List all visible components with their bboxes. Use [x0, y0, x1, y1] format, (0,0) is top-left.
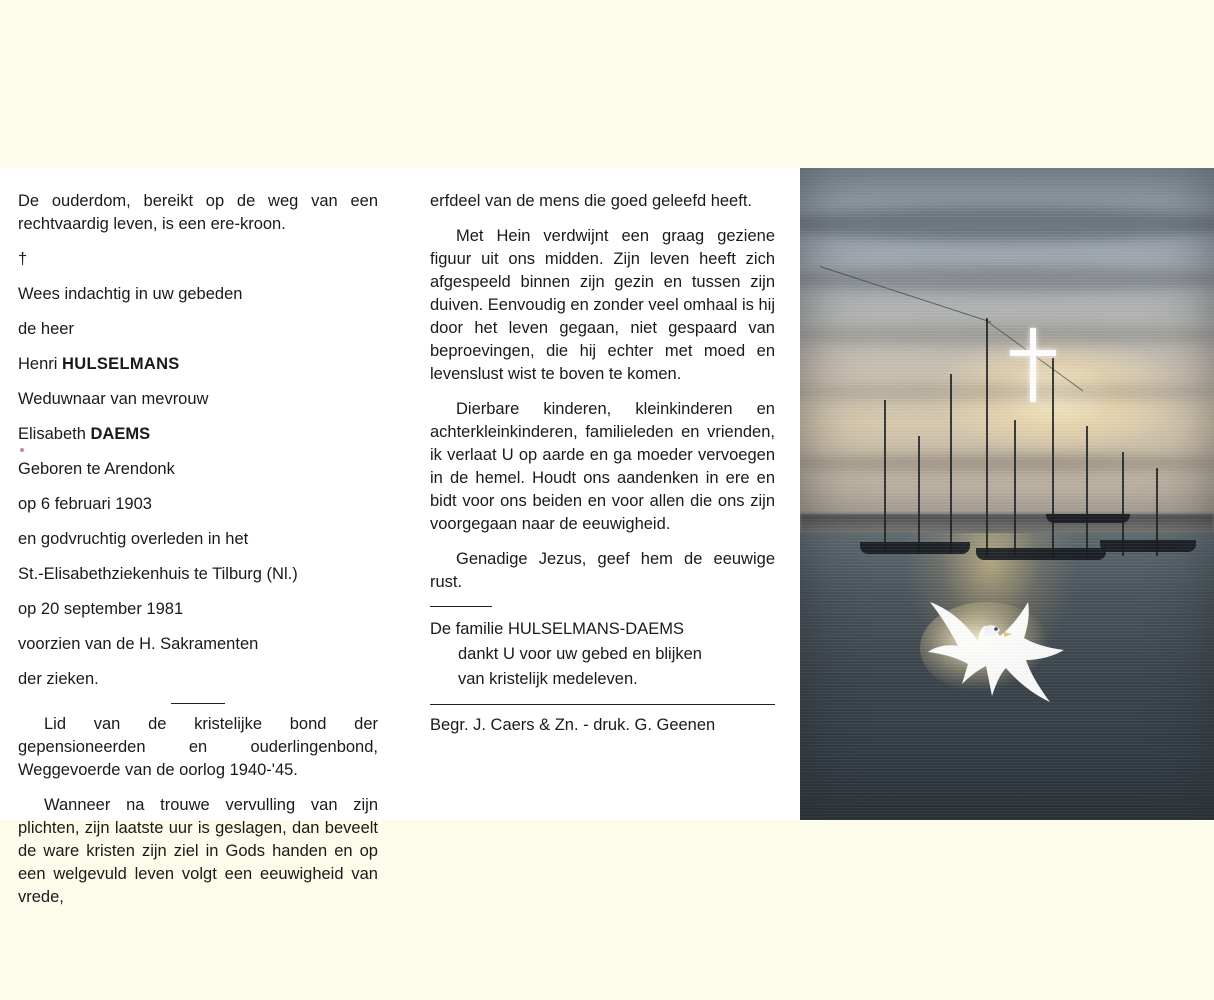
death-line-1: en godvruchtig overleden in het: [18, 530, 249, 548]
cross-icon: [1002, 328, 1066, 402]
death-line-3: op 20 september 1981: [18, 600, 184, 618]
deceased-name: [18, 353, 378, 376]
deceased-given-name: Henri: [18, 355, 58, 373]
divider-rule-left: [171, 703, 225, 704]
spouse-given-name: Elisabeth: [18, 425, 86, 443]
birth-line-2: op 6 februari 1903: [18, 495, 152, 513]
divider-rule-middle: [430, 606, 492, 607]
sailboat-mast: [986, 318, 988, 556]
sailboat-mast: [884, 400, 886, 552]
invocation-line: Wees indachtig in uw gebeden: [18, 285, 243, 303]
sacraments-line-1: voorzien van de H. Sakramenten: [18, 635, 259, 653]
death-line-2: St.-Elisabethziekenhuis te Tilburg (Nl.): [18, 565, 298, 583]
family-line-2: dankt U voor uw gebed en blijken: [458, 645, 702, 663]
spouse-surname: DAEMS: [90, 425, 151, 443]
memorial-card: [0, 168, 1214, 906]
sailboat-mast: [1014, 420, 1016, 556]
boat-hull: [860, 542, 970, 554]
spouse-relation-line: Weduwnaar van mevrouw: [18, 390, 209, 408]
sacraments-line-2: der zieken.: [18, 670, 99, 688]
cross-symbol: †: [18, 250, 28, 268]
spouse-name: [18, 423, 378, 446]
family-line-1: De familie HULSELMANS-DAEMS: [430, 620, 684, 638]
cloud-band: [800, 455, 1214, 471]
boat-hull: [1100, 540, 1196, 552]
middle-column: [430, 168, 775, 749]
family-line-3: van kristelijk medeleven.: [458, 670, 638, 688]
deceased-surname: HULSELMANS: [62, 355, 180, 373]
paragraph-2: Met Hein verdwijnt een graag geziene figuur uit ons midden. Zijn leven heeft zich afgespeeld binnen zijn gezin en tussen zijn duiven. Eenvoudig en zonder veel omhaal is hij door het leven gegaan, niet gespaard van beproevingen, die hij echter met moed en levenslust wist te boven te komen.: [430, 227, 775, 383]
closing-text: Wanneer na trouwe vervulling van zijn plichten, zijn laatste uur is geslagen, dan beveelt de ware kristen zijn ziel in Gods handen en op een welgevuld leven volgt een eeuwigheid van vrede,: [18, 796, 378, 906]
printer-credit: Begr. J. Caers & Zn. - druk. G. Geenen: [430, 716, 716, 734]
dove-icon: [900, 588, 1100, 738]
harbour-photo: [800, 168, 1214, 820]
speck-mark: [20, 448, 24, 452]
sailboat-mast: [1086, 426, 1088, 558]
sailboat-mast: [950, 374, 952, 554]
sailboat-mast: [918, 436, 920, 554]
left-column: [18, 168, 378, 921]
birth-line-1: Geboren te Arendonk: [18, 460, 175, 478]
divider-rule-footer: [430, 704, 775, 705]
title-line: de heer: [18, 320, 74, 338]
boat-hull: [1046, 514, 1130, 523]
opening-text: De ouderdom, bereikt op de weg van een rechtvaardig leven, is een ere-kroon.: [18, 192, 378, 233]
paragraph-1: erfdeel van de mens die goed geleefd heeft.: [430, 192, 752, 210]
cloud-band: [800, 207, 1214, 241]
paragraph-3: Dierbare kinderen, kleinkinderen en achterkleinkinderen, familieleden en vrienden, ik verlaat U op aarde en ga moeder vervoegen in de hemel. Houdt ons aandenken in ere en bidt voor ons beiden en voor allen die ons zijn voorgegaan naar de eeuwigheid.: [430, 400, 775, 533]
memberships-text: Lid van de kristelijke bond der gepensioneerden en ouderlingenbond, Weggevoerde van de oorlog 1940-'45.: [18, 715, 378, 779]
paragraph-4: Genadige Jezus, geef hem de eeuwige rust.: [430, 550, 775, 591]
boat-hull: [976, 548, 1106, 560]
family-thanks: [430, 617, 775, 692]
